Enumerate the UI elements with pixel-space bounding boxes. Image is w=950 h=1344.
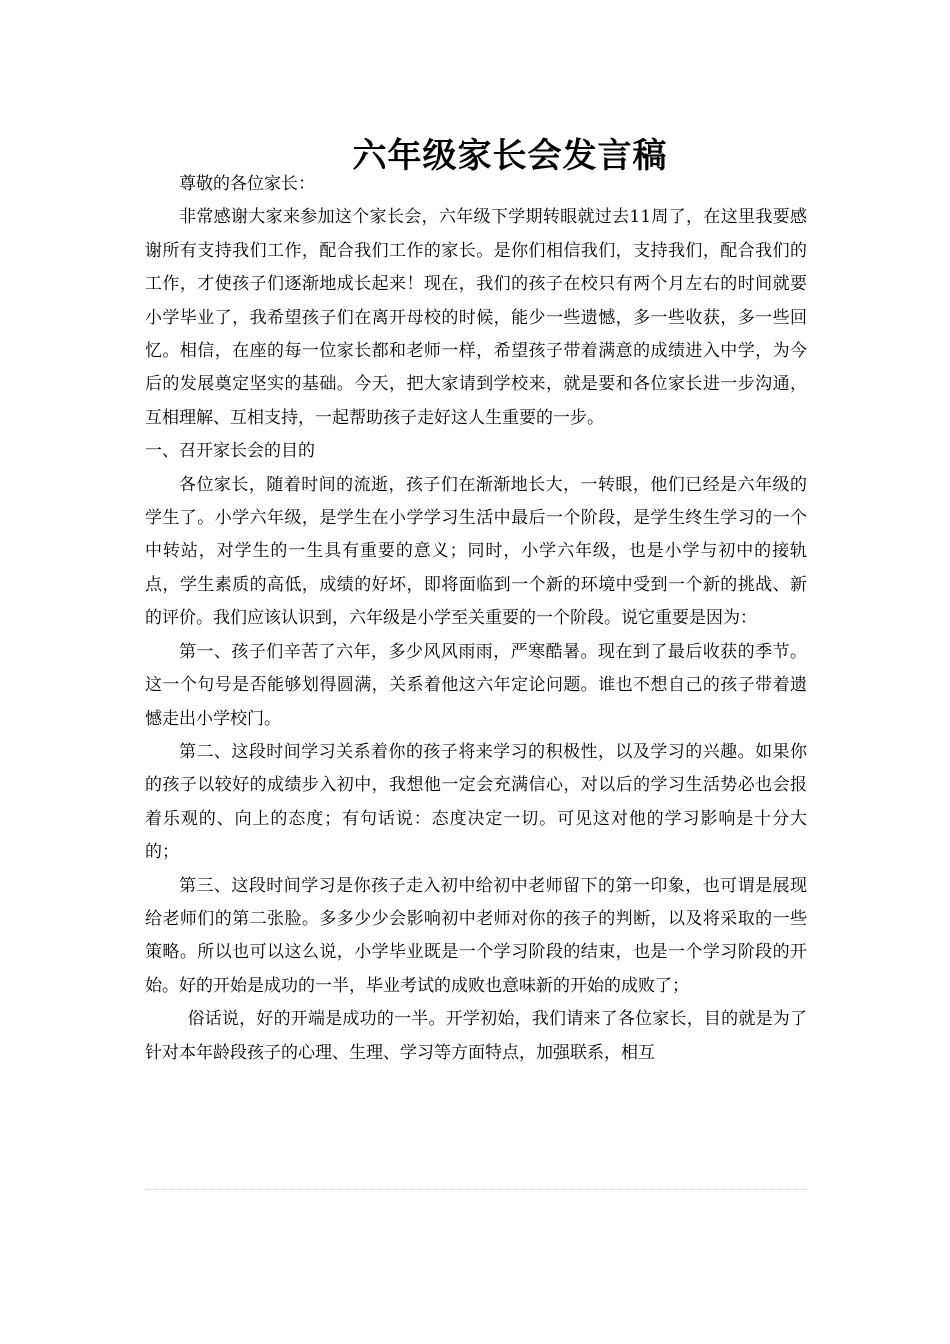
point-first: 第一、孩子们辛苦了六年，多少风风雨雨，严寒酷暑。现在到了最后收获的季节。这一个句号是否能够划得圆满，关系着他这六年定论问题。谁也不想自己的孩子带着遗憾走出小学校门。 <box>145 641 807 729</box>
intro-paragraph: 非常感谢大家来参加这个家长会，六年级下学期转眼就过去11周了，在这里我要感谢所有支持我们工作，配合我们工作的家长。是你们相信我们，支持我们，配合我们的工作，才使孩子们逐渐地成长起来！现在，我们的孩子在校只有两个月左右的时间就要小学毕业了，我希望孩子们在离开母校的时候，能少一些遗憾，多一些收获，多一些回忆。相信，在座的每一位家长都和老师一样，希望孩子带着满意的成绩进入中学，为今后的发展奠定坚实的基础。今天，把大家请到学校来，就是要和各位家长进一步沟通，互相理解、互相支持，一起帮助孩子走好这人生重要的一步。 <box>145 207 807 428</box>
document-body <box>145 168 807 1070</box>
section-paragraph: 各位家长，随着时间的流逝，孩子们在渐渐地长大，一转眼，他们已经是六年级的学生了。小学六年级，是学生在小学学习生活中最后一个阶段，是学生终生学习的一个中转站，对学生的一生具有重要的意义；同时，小学六年级，也是小学与初中的接轨点，学生素质的高低，成绩的好坏，即将面临到一个新的环境中受到一个新的挑战、新的评价。我们应该认识到，六年级是小学至关重要的一个阶段。说它重要是因为： <box>145 474 807 629</box>
point-third: 第三、这段时间学习是你孩子走入初中给初中老师留下的第一印象，也可谓是展现给老师们的第二张脸。多多少少会影响初中老师对你的孩子的判断，以及将采取的一些策略。所以也可以这么说，小学毕业既是一个学习阶段的结束，也是一个学习阶段的开始。好的开始是成功的一半，毕业考试的成败也意味新的开始的成败了； <box>145 875 807 996</box>
salutation: 尊敬的各位家长： <box>179 174 315 194</box>
page-divider <box>145 1189 807 1190</box>
closing-paragraph: 俗话说，好的开端是成功的一半。开学初始，我们请来了各位家长，目的就是为了针对本年龄段孩子的心理、生理、学习等方面特点，加强联系，相互 <box>145 1009 807 1063</box>
section-heading: 一、召开家长会的目的 <box>145 441 315 462</box>
document-title: 六年级家长会发言稿 <box>352 136 668 176</box>
point-second: 第二、这段时间学习关系着你的孩子将来学习的积极性，以及学习的兴趣。如果你的孩子以较好的成绩步入初中，我想他一定会充满信心，对以后的学习生活势必也会报着乐观的、向上的态度；有句话说：态度决定一切。可见这对他的学习影响是十分大的； <box>145 741 807 863</box>
